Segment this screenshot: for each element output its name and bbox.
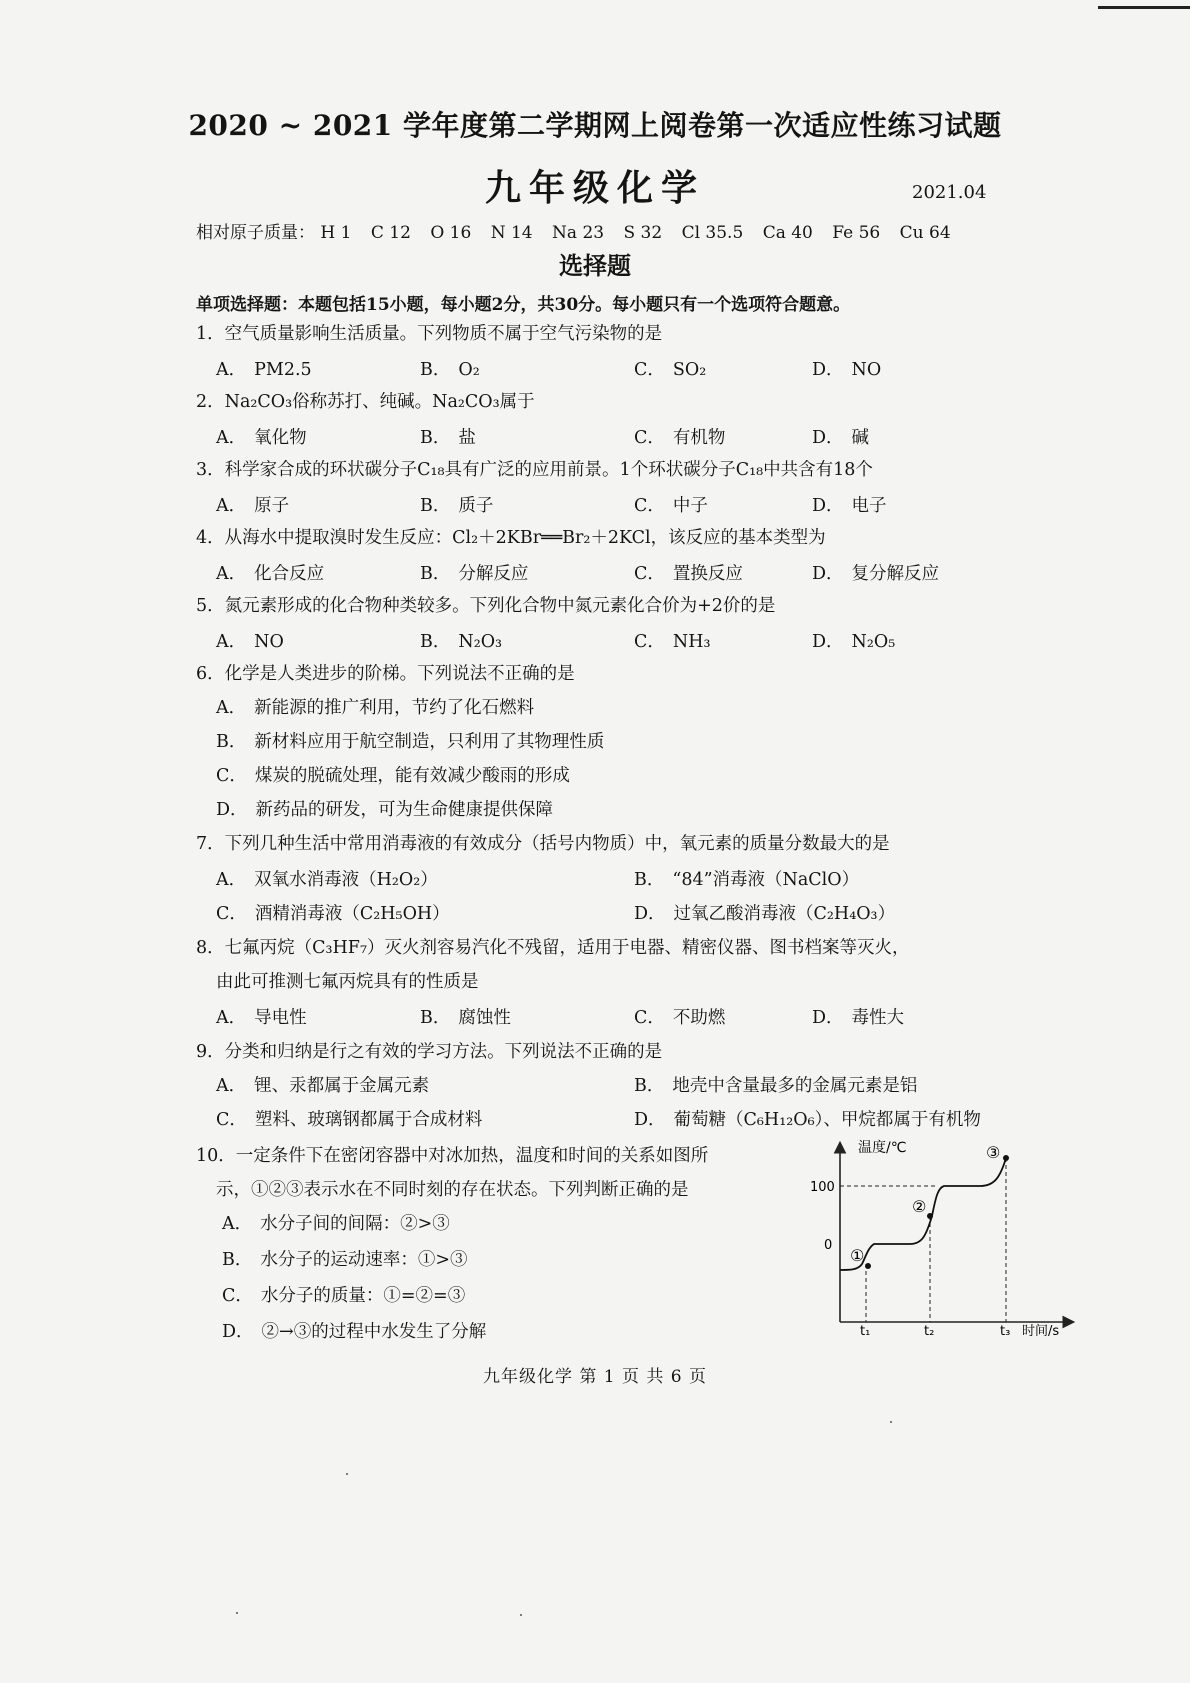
question-3 <box>196 456 873 481</box>
option-b: B． 分解反应 <box>420 564 529 584</box>
atomic-mass-fe: Fe 56 <box>832 223 881 243</box>
question-number: 9． <box>196 1042 225 1062</box>
option-d: D． 碱 <box>812 428 870 448</box>
option-a: A． 化合反应 <box>216 564 325 584</box>
option-a: A． 导电性 <box>216 1008 307 1028</box>
question-stem: 一定条件下在密闭容器中对冰加热，温度和时间的关系如图所 <box>235 1146 709 1166</box>
option-c: C． 不助燃 <box>634 1008 726 1028</box>
option-c: C． 水分子的质量：①=②=③ <box>222 1286 466 1306</box>
question-number: 3． <box>196 460 225 480</box>
atomic-mass-s: S 32 <box>623 223 663 243</box>
question-number: 1． <box>196 324 225 344</box>
section-instruction: 单项选择题：本题包括15小题，每小题2分，共30分。每小题只有一个选项符合题意。 <box>196 295 851 315</box>
section-title: 选择题 <box>559 251 631 280</box>
option-b: B． “84”消毒液（NaClO） <box>634 870 860 890</box>
option-d: D． 新药品的研发，可为生命健康提供保障 <box>216 800 554 820</box>
atomic-mass-cl: Cl 35.5 <box>681 223 744 243</box>
option-c: C． 有机物 <box>634 428 726 448</box>
exam-date: 2021.04 <box>912 182 987 203</box>
option-b: B． O₂ <box>420 360 480 380</box>
option-a: A． 新能源的推广利用，节约了化石燃料 <box>216 698 535 718</box>
option-a: A． 锂、汞都属于金属元素 <box>216 1076 430 1096</box>
option-b: B． 质子 <box>420 496 494 516</box>
y-tick-0: 0 <box>824 1238 833 1253</box>
option-d: D． 过氧乙酸消毒液（C₂H₄O₃） <box>634 904 896 924</box>
state-label-3: ③ <box>986 1143 1001 1162</box>
option-d: D． 复分解反应 <box>812 564 940 584</box>
question-4 <box>196 524 826 549</box>
state-point-2 <box>927 1213 933 1219</box>
page-footer: 九年级化学 第 1 页 共 6 页 <box>482 1367 708 1387</box>
question-stem: 七氟丙烷（C₃HF₇）灭火剂容易汽化不残留，适用于电器、精密仪器、图书档案等灭火， <box>224 938 910 958</box>
question-stem: 科学家合成的环状碳分子C₁₈具有广泛的应用前景。1个环状碳分子C₁₈中共含有18个 <box>224 460 873 480</box>
x-axis-label: 时间/s <box>1022 1324 1060 1336</box>
question-stem: Na₂CO₃俗称苏打、纯碱。Na₂CO₃属于 <box>224 392 535 412</box>
scan-speck <box>346 1473 348 1475</box>
question-number: 5． <box>196 596 225 616</box>
option-c: C． SO₂ <box>634 360 707 380</box>
option-c: C． 煤炭的脱硫处理，能有效减少酸雨的形成 <box>216 766 570 786</box>
question-number: 6． <box>196 664 225 684</box>
scan-speck <box>236 1612 238 1614</box>
temperature-time-graph <box>810 1136 1080 1336</box>
question-number: 10． <box>196 1146 236 1166</box>
question-number: 7． <box>196 834 225 854</box>
state-point-1 <box>865 1263 871 1269</box>
option-d: D． NO <box>812 360 882 380</box>
option-d: D． 葡萄糖（C₆H₁₂O₆）、甲烷都属于有机物 <box>634 1110 981 1130</box>
question-5 <box>196 592 775 617</box>
question-8 <box>196 934 909 959</box>
option-d: D． N₂O₅ <box>812 632 896 652</box>
question-6 <box>196 660 575 685</box>
exam-title: 2020 ~ 2021 学年度第二学期网上阅卷第一次适应性练习试题 <box>188 109 1002 142</box>
atomic-mass-c: C 12 <box>370 223 411 243</box>
x-tick-t3: t₃ <box>1000 1324 1011 1336</box>
question-7 <box>196 830 890 855</box>
atomic-mass-n: N 14 <box>490 223 533 243</box>
x-tick-t1: t₁ <box>860 1324 871 1336</box>
option-c: C． NH₃ <box>634 632 711 652</box>
exam-subject: 九年级化学 <box>484 167 705 209</box>
question-1 <box>196 320 662 345</box>
atomic-masses-line <box>196 218 965 243</box>
option-a: A． 原子 <box>216 496 290 516</box>
atomic-mass-o: O 16 <box>430 223 472 243</box>
question-stem: 下列几种生活中常用消毒液的有效成分（括号内物质）中，氧元素的质量分数最大的是 <box>224 834 890 854</box>
scan-edge-mark <box>1098 6 1190 9</box>
option-a: A． 水分子间的间隔：②>③ <box>222 1214 450 1234</box>
atomic-mass-cu: Cu 64 <box>899 223 951 243</box>
option-b: B． 水分子的运动速率：①>③ <box>222 1250 468 1270</box>
option-b: B． 新材料应用于航空制造，只利用了其物理性质 <box>216 732 605 752</box>
question-stem: 化学是人类进步的阶梯。下列说法不正确的是 <box>224 664 575 684</box>
question-number: 2． <box>196 392 225 412</box>
scan-speck <box>890 1421 892 1423</box>
scan-speck <box>520 1614 522 1616</box>
y-axis-label: 温度/℃ <box>858 1140 907 1156</box>
option-c: C． 酒精消毒液（C₂H₅OH） <box>216 904 450 924</box>
option-a: A． PM2.5 <box>216 360 312 380</box>
option-b: B． 腐蚀性 <box>420 1008 511 1028</box>
question-stem: 氮元素形成的化合物种类较多。下列化合物中氮元素化合价为+2价的是 <box>224 596 776 616</box>
option-a: A． 双氧水消毒液（H₂O₂） <box>216 870 438 890</box>
option-c: C． 中子 <box>634 496 708 516</box>
question-10 <box>196 1142 708 1167</box>
option-a: A． 氧化物 <box>216 428 307 448</box>
y-tick-100: 100 <box>810 1180 835 1195</box>
question-9 <box>196 1038 662 1063</box>
state-point-3 <box>1003 1155 1009 1161</box>
question-stem-continued: 由此可推测七氟丙烷具有的性质是 <box>216 972 479 992</box>
option-a: A． NO <box>216 632 284 652</box>
option-d: D． ②→③的过程中水发生了分解 <box>222 1322 487 1342</box>
question-stem: 空气质量影响生活质量。下列物质不属于空气污染物的是 <box>224 324 663 344</box>
option-c: C． 塑料、玻璃钢都属于合成材料 <box>216 1110 483 1130</box>
option-b: B． 盐 <box>420 428 476 448</box>
question-2 <box>196 388 535 413</box>
option-b: B． N₂O₃ <box>420 632 503 652</box>
question-number: 4． <box>196 528 225 548</box>
atomic-mass-h: H 1 <box>320 223 352 243</box>
x-tick-t2: t₂ <box>924 1324 935 1336</box>
option-c: C． 置换反应 <box>634 564 743 584</box>
atomic-mass-ca: Ca 40 <box>762 223 813 243</box>
option-b: B． 地壳中含量最多的金属元素是铝 <box>634 1076 918 1096</box>
question-stem: 从海水中提取溴时发生反应：Cl₂＋2KBr══Br₂＋2KCl，该反应的基本类型为 <box>224 528 826 548</box>
question-stem-continued: 示，①②③表示水在不同时刻的存在状态。下列判断正确的是 <box>216 1180 689 1200</box>
atomic-mass-na: Na 23 <box>552 223 605 243</box>
option-d: D． 毒性大 <box>812 1008 905 1028</box>
state-label-2: ② <box>912 1197 927 1216</box>
state-label-1: ① <box>850 1246 865 1265</box>
atomic-masses-label: 相对原子质量： <box>196 223 315 243</box>
question-number: 8． <box>196 938 225 958</box>
question-stem: 分类和归纳是行之有效的学习方法。下列说法不正确的是 <box>224 1042 663 1062</box>
option-d: D． 电子 <box>812 496 887 516</box>
